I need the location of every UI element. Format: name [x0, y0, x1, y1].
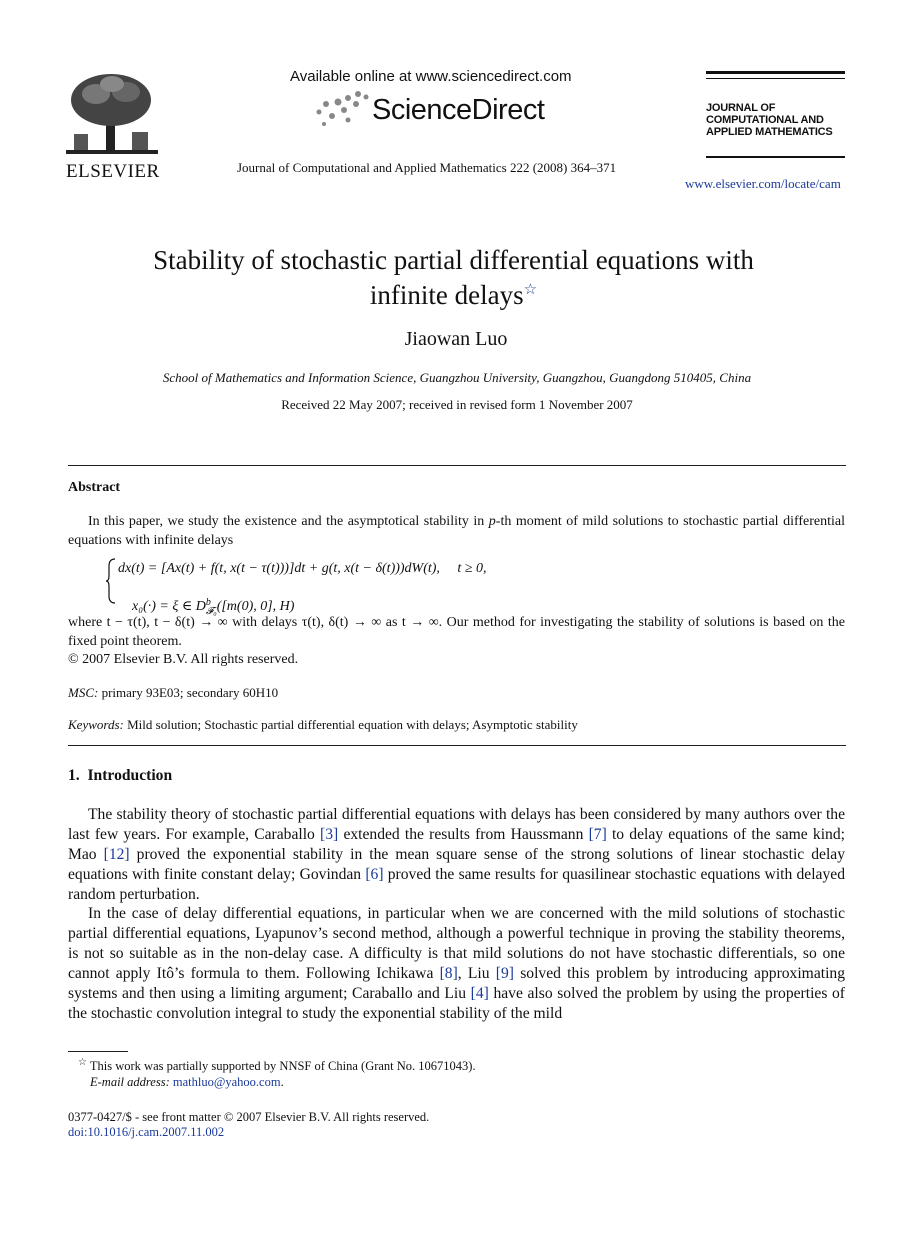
footnote-support: [78, 1056, 476, 1074]
citation-link-8[interactable]: [8]: [439, 964, 458, 982]
abstract-equation: [106, 558, 706, 617]
abstract-copyright: © 2007 Elsevier B.V. All rights reserved.: [68, 652, 299, 667]
issn-line: 0377-0427/$ - see front matter © 2007 Elsevier B.V. All rights reserved.: [68, 1110, 430, 1124]
equation-line-2-a: x₀(·) = ξ ∈ D: [132, 599, 206, 615]
abstract-intro-p: p: [488, 514, 496, 529]
journal-title-rule-top: [706, 71, 845, 74]
intro-p1-text-e: proved the same results for quasilinear stochastic equations with delayed random perturbation.: [68, 865, 845, 903]
journal-title-line3: APPLIED MATHEMATICS: [706, 126, 833, 138]
intro-p1-text-d: proved the exponential stability in the mean square sense of the strong solutions of linear stochastic delay equations with finite constant delay; Govindan: [68, 845, 846, 883]
equation-line-1: dx(t) = [Ax(t) + f(t, x(t − τ(t)))]dt + g(t, x(t − δ(t)))dW(t), t ≥ 0,: [118, 561, 487, 576]
affiliation: School of Mathematics and Information Science, Guangzhou University, Guangzhou, Guangdong 510405, China: [162, 370, 752, 385]
doi-link[interactable]: doi:10.1016/j.cam.2007.11.002: [68, 1125, 225, 1139]
citation-link-9[interactable]: [9]: [495, 964, 514, 982]
equation-line-2-sub: 𝓕₀: [205, 606, 217, 617]
msc-text: primary 93E03; secondary 60H10: [98, 685, 279, 700]
footnote-support-text: This work was partially supported by NNSF of China (Grant No. 10671043).: [89, 1059, 476, 1073]
intro-p1-text-a: The stability theory of stochastic partial differential equations with delays has been considered by many authors over the last few years. For example, Caraballo: [68, 806, 845, 843]
msc-label: MSC:: [68, 685, 99, 700]
available-online: Available online at www.sciencedirect.com: [290, 68, 572, 85]
intro-p1-text-b: extended the results from Haussmann: [338, 825, 589, 843]
email-label: E-mail address:: [90, 1075, 170, 1089]
publisher-name: ELSEVIER: [66, 161, 160, 182]
equation-line-2-sup: b: [205, 597, 211, 608]
sciencedirect-wordmark: ScienceDirect: [372, 94, 545, 126]
intro-p1-text-c: to delay equations of the same kind; Mao: [68, 825, 845, 863]
title-footnote-star-link[interactable]: ☆: [523, 282, 538, 298]
paper-title-line1: Stability of stochastic partial differential equations with: [153, 245, 754, 275]
citation-link-4[interactable]: [4]: [470, 984, 489, 1002]
intro-paragraph-2: [68, 904, 845, 1023]
abstract-where: where t − τ(t), t − δ(t) → ∞ with delays τ(t), δ(t) → ∞ as t → ∞. Our method for investigating the stability of solutions is based on the fixed point theorem.: [68, 615, 845, 649]
abstract-intro-b: -th moment of mild solutions to stochastic partial differential equations with infinite delays: [68, 514, 846, 548]
citation-link-7[interactable]: [7]: [588, 825, 607, 843]
footnote-rule: [68, 1051, 128, 1052]
paper-title: [0, 243, 907, 313]
footnote-email: [90, 1075, 284, 1090]
section-heading-introduction: 1. Introduction: [68, 767, 173, 784]
equation-line-2-tail: ([m(0), 0], H): [216, 599, 295, 615]
abstract-bottom-rule: [68, 745, 846, 746]
abstract-intro: [68, 513, 845, 550]
intro-p2-text-d: have also solved the problem by using the properties of the stochastic convolution integral to study the exponential stability of the mild: [68, 984, 845, 1022]
intro-p2-text-c: solved this problem by introducing approximating systems and then using a limiting argument; Caraballo and Liu: [68, 964, 845, 1002]
email-link[interactable]: mathluo@yahoo.com: [172, 1075, 281, 1089]
journal-title-rule-thin: [706, 78, 845, 79]
sciencedirect-dots-icon: [314, 90, 372, 130]
journal-title-line1: JOURNAL OF: [706, 102, 776, 114]
msc-codes: [68, 685, 278, 701]
abstract-intro-a: In this paper, we study the existence and the asymptotical stability in: [88, 514, 489, 529]
keywords: [68, 717, 578, 733]
citation-link-3[interactable]: [3]: [320, 825, 339, 843]
abstract-top-rule: [68, 465, 846, 466]
received-dates: Received 22 May 2007; received in revised form 1 November 2007: [281, 397, 633, 412]
intro-p2-text-a: In the case of delay differential equations, in particular when we are concerned with the mild solutions of stochastic partial differential equations, Lyapunov’s second method, although a powerful technique in proving the stability theorems, is not so suitable as in the non-delay case. A difficulty is that mild solutions do not have stochastic differentials, so one cannot apply Itô’s formula to them. Following Ichikawa: [68, 905, 845, 982]
paper-title-line2-wrap: [0, 278, 907, 313]
citation-link-12[interactable]: [12]: [103, 845, 130, 863]
journal-url-link[interactable]: www.elsevier.com/locate/cam: [685, 176, 841, 191]
elsevier-logo: [66, 72, 160, 182]
elsevier-tree-icon: [66, 72, 158, 154]
abstract-heading: Abstract: [68, 480, 121, 495]
author-name: Jiaowan Luo: [404, 328, 508, 350]
footnote-star: ☆: [78, 1056, 87, 1068]
intro-p2-text-b: , Liu: [457, 964, 496, 982]
paper-title-line2: infinite delays: [369, 280, 524, 310]
citation-link-6[interactable]: [6]: [365, 865, 384, 883]
sciencedirect-logo: [314, 90, 554, 134]
keywords-label: Keywords:: [68, 717, 124, 732]
email-end: .: [280, 1075, 284, 1089]
journal-title-rule-bottom: [706, 156, 845, 158]
intro-paragraph-1: [68, 805, 845, 905]
journal-title-line2: COMPUTATIONAL AND: [706, 114, 824, 126]
journal-title-block: [706, 102, 833, 138]
left-brace-icon: [106, 558, 116, 604]
keywords-text: Mild solution; Stochastic partial differential equation with delays; Asymptotic stability: [123, 717, 578, 732]
journal-citation: Journal of Computational and Applied Mathematics 222 (2008) 364–371: [237, 160, 617, 175]
